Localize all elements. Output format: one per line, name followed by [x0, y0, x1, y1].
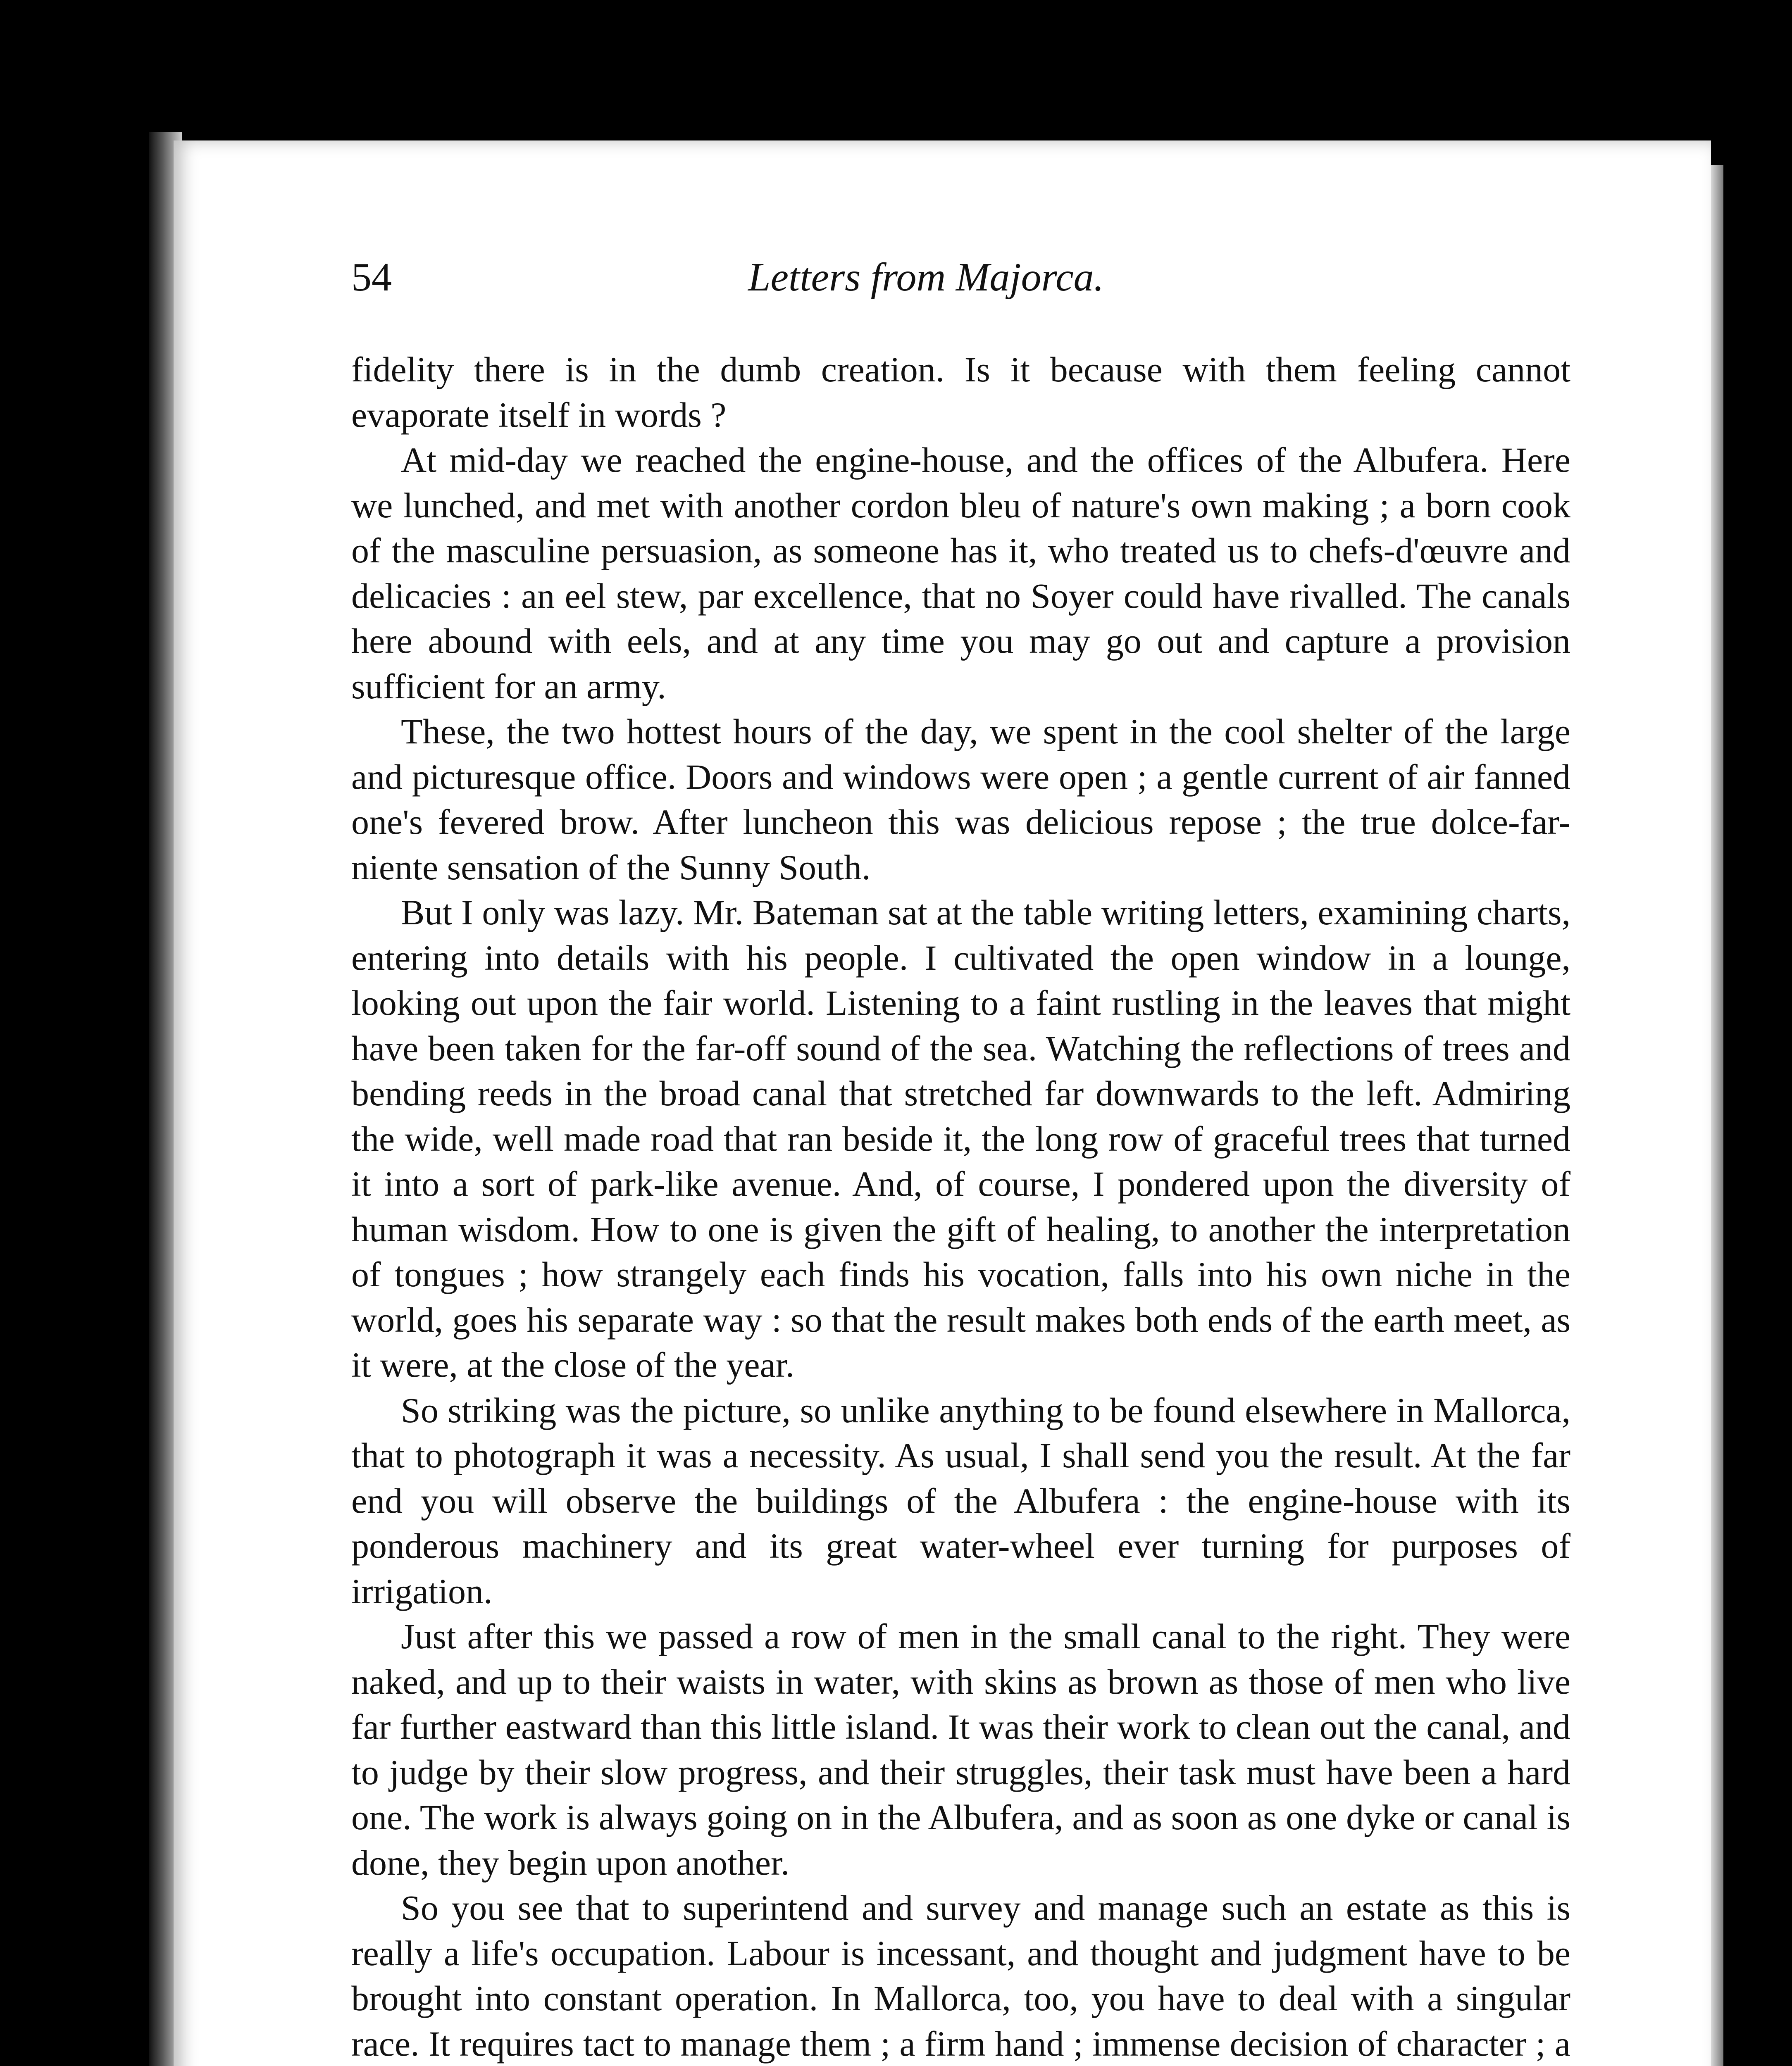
paragraph: At mid-day we reached the engine-house, and the offices of the Albufera. Here we lunched, and met with another cordon bleu of nature's own making ; a born cook of the masculine persuasion, as someone has it, who treated us to chefs-d'œuvre and delicacies : an eel stew, par excellence, that no Soyer could have rivalled. The canals here abound with eels, and at any time you may go out and capture a provision sufficient for an army.	[351, 440, 1570, 706]
paragraph: Just after this we passed a row of men in the small canal to the right. They were naked, and up to their waists in water, with skins as brown as those of men who live far further eastward than this little island. It was their work to clean out the canal, and to judge by their slow progress, and their struggles, their task must have been a hard one. The work is always going on in the Albufera, and as soon as one dyke or canal is done, they begin upon another.	[351, 1616, 1570, 1883]
running-title: Letters from Majorca.	[748, 255, 1104, 300]
paragraph: But I only was lazy. Mr. Bateman sat at the table writing letters, examining charts, entering into details with his people. I cultivated the open window in a lounge, looking out upon the fair world. Listening to a faint rustling in the leaves that might have been taken for the far-off sound of the sea. Watching the reflections of trees and bending reeds in the broad canal that stretched far downwards to the left. Admiring the wide, well made road that ran beside it, the long row of graceful trees that turned it into a sort of park-like avenue. And, of course, I pondered upon the diversity of human wisdom. How to one is given the gift of healing, to another the interpretation of tongues ; how strangely each finds his vocation, falls into his own niche in the world, goes his separate way : so that the result makes both ends of the earth meet, as it were, at the close of the year.	[351, 893, 1570, 1385]
paragraph: These, the two hottest hours of the day, we spent in the cool shelter of the large and picturesque office. Doors and windows were open ; a gentle current of air fanned one's fevered brow. After luncheon this was delicious repose ; the true dolce-far-niente sensation of the Sunny South.	[351, 712, 1570, 887]
paragraph: So striking was the picture, so unlike anything to be found elsewhere in Mallorca, that to photograph it was a necessity. As usual, I shall send you the result. At the far end you will observe the buildings of the Albufera : the engine-house with its ponderous machinery and its great water-wheel ever turning for purposes of irrigation.	[351, 1390, 1570, 1611]
page-edge	[1711, 165, 1723, 2066]
paragraph: So you see that to superintend and survey and manage such an estate as this is really a life's occupation. Labour is incessant, and thought and judgment have to be brought into constant operation. In Mallorca, too, you have to deal with a singular race. It requires tact to manage them ; a firm hand ; immense decision of character ; a	[351, 1888, 1570, 2064]
paragraph: fidelity there is in the dumb creation. Is it because with them feeling cannot evaporate itself in words ?	[351, 350, 1570, 435]
body-text	[351, 347, 1570, 2066]
page-number: 54	[351, 255, 392, 300]
page-header	[351, 254, 1570, 312]
